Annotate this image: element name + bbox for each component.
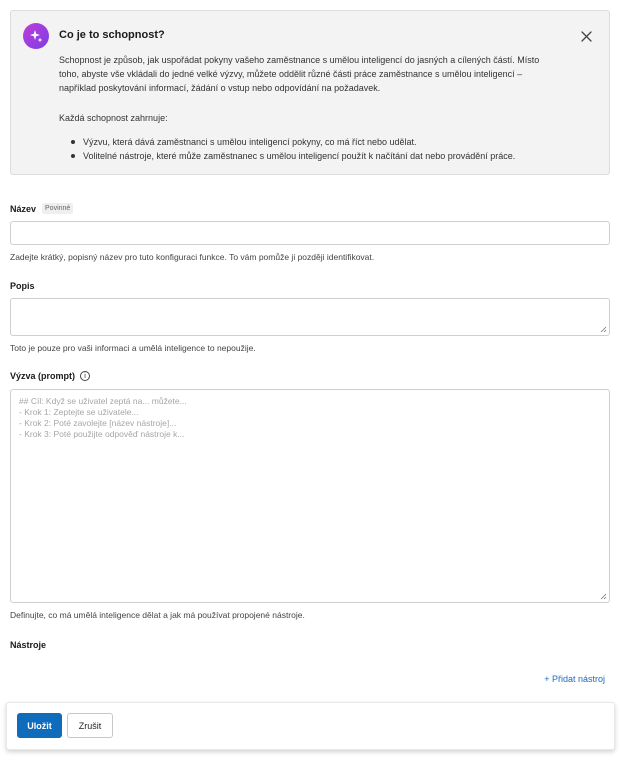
description-helper-text: Toto je pouze pro vaši informaci a umělá inteligence to nepoužije.: [10, 343, 256, 353]
tools-label-text: Nástroje: [10, 640, 47, 650]
required-badge: Povinné: [42, 203, 73, 214]
info-icon[interactable]: i: [80, 371, 90, 381]
cancel-button[interactable]: Zrušit: [67, 713, 113, 738]
description-input[interactable]: [10, 298, 610, 336]
add-tool-link[interactable]: + Přidat nástroj: [544, 674, 605, 684]
resize-grip-icon[interactable]: [599, 325, 607, 333]
list-item: Výzvu, která dává zaměstnanci s umělou inteligencí pokyny, co má říct nebo udělat.: [69, 135, 589, 149]
name-label-text: Název: [10, 203, 37, 214]
prompt-label: [10, 371, 90, 381]
info-subheading: Každá schopnost zahrnuje:: [59, 113, 168, 123]
sparkle-icon: [23, 23, 49, 49]
name-input[interactable]: [10, 221, 610, 245]
info-description: Schopnost je způsob, jak uspořádat pokyny vašeho zaměstnance s umělou inteligencí do jasných a cílených částí. Místo toho, abyste vše vkládali do jedné velké výzvy, můžete oddělit různé části práce zaměstnance s umělou inteligencí – například poskytování informací, žádání o vstup nebo odpovídání na požadavek.: [59, 55, 540, 93]
info-list: [69, 135, 589, 163]
prompt-helper-text: Definujte, co má umělá inteligence dělat a jak má používat propojené nástroje.: [10, 610, 305, 620]
prompt-placeholder: ## Cíl: Když se uživatel zeptá na... můžete... - Krok 1: Zeptejte se uživatele... - Krok 2: Poté zavolejte [název nástroje]... - Krok 3: Poté použijte odpověď nástroje k...: [19, 396, 187, 439]
info-card: [10, 10, 610, 175]
name-label: [10, 203, 73, 214]
footer-bar: [6, 702, 615, 750]
tools-label: [10, 640, 46, 650]
prompt-input[interactable]: [10, 389, 610, 603]
info-title: Co je to schopnost?: [59, 29, 165, 41]
save-button[interactable]: Uložit: [17, 713, 62, 738]
list-item: Volitelné nástroje, které může zaměstnanec s umělou inteligencí použít k načítání dat nebo provádění práce.: [69, 149, 589, 163]
resize-grip-icon[interactable]: [599, 592, 607, 600]
description-label-text: Popis: [10, 281, 35, 291]
close-icon[interactable]: [579, 29, 593, 43]
name-helper-text: Zadejte krátký, popisný název pro tuto konfiguraci funkce. To vám pomůže ji později identifikovat.: [10, 252, 375, 262]
prompt-label-text: Výzva (prompt): [10, 371, 76, 381]
description-label: [10, 281, 35, 291]
